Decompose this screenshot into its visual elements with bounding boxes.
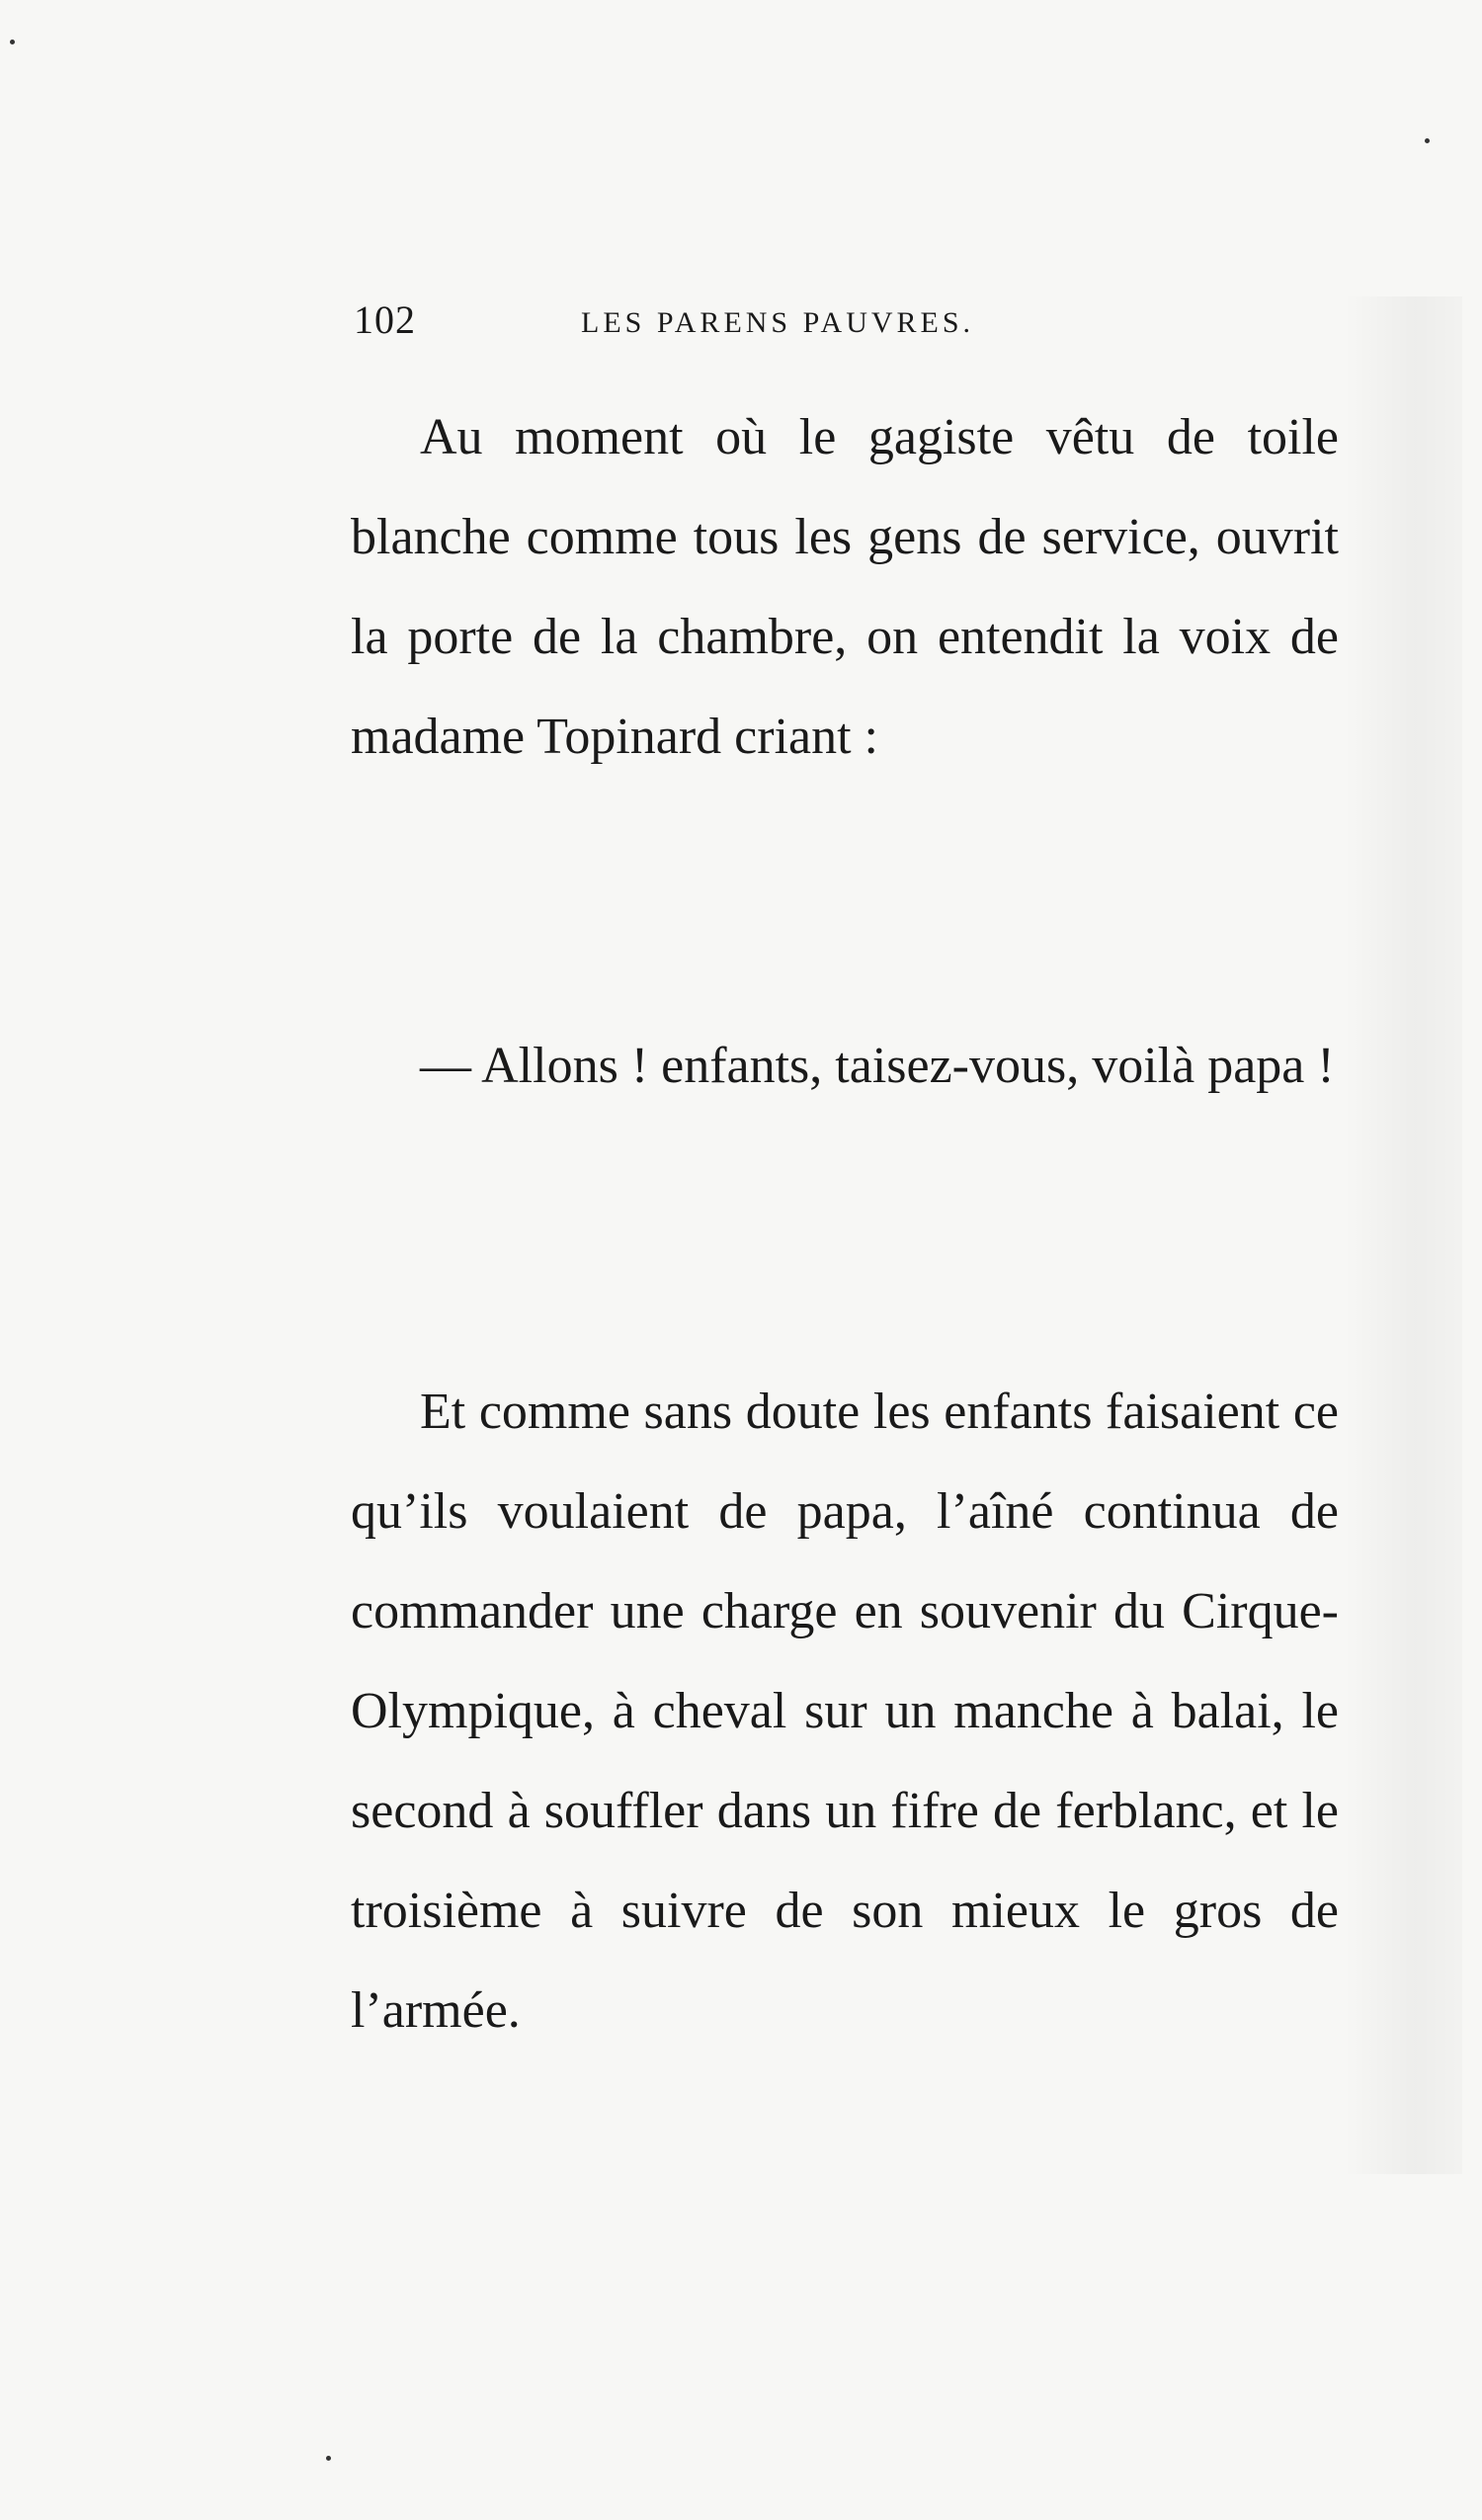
paragraph-text: Et comme sans doute les enfants faisaient ce qu’ils voulaient de papa, l’aîné continua de commander une charge en souvenir du Cirque-Olympique, à cheval sur un manche à balai, le second à souffler dans un fifre de ferblanc, et le troisième à suivre de son mieux le gros de l’armée. xyxy=(351,1384,1339,2039)
dialogue-text: — Allons ! enfants, taisez-vous, voilà papa ! xyxy=(420,1038,1335,1094)
page-number: 102 xyxy=(354,297,416,342)
bleed-through-shadow xyxy=(1344,296,1462,2174)
paragraph-3 xyxy=(351,1362,1339,2060)
paragraph-text: Au moment où le gagiste vêtu de toile blanche comme tous les gens de service, ouvrit la porte de la chambre, on entendit la voix de madame Topinard criant : xyxy=(351,409,1339,765)
paper-speck xyxy=(10,40,15,44)
paper-speck xyxy=(326,2456,331,2461)
page-header xyxy=(354,296,1080,348)
running-title: LES PARENS PAUVRES. xyxy=(581,306,975,339)
paper-speck xyxy=(1425,138,1430,143)
paragraph-2 xyxy=(351,1016,1339,1116)
paragraph-1 xyxy=(351,387,1339,787)
